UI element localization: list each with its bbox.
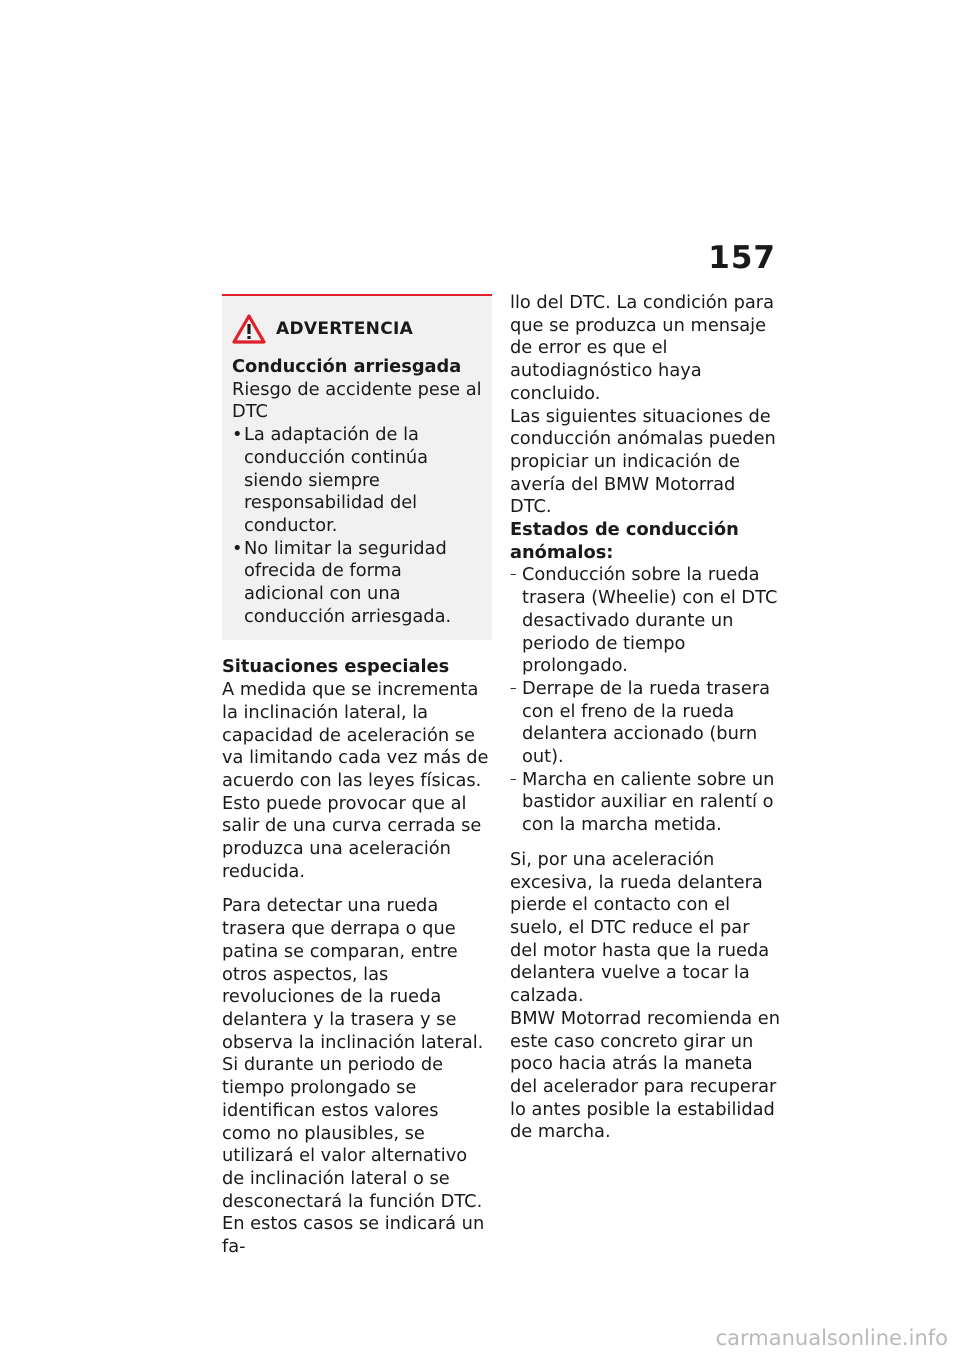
anomalous-states-list [510,564,782,836]
warning-bullet: • La adaptación de la conducción continúa siendo siempre responsabilidad del conductor. [232,424,482,538]
paragraph: Las siguientes situaciones de conducción anómalas pueden propiciar un indicación de avería del BMW Motorrad DTC. [510,405,776,518]
warning-header [232,314,482,344]
paragraph: A medida que se incrementa la inclinación lateral, la capacidad de aceleración se va limitando cada vez más de acuerdo con las leyes físicas. Esto puede provocar que al salir de una curva cerrada se produzca una aceleración reducida. [222,679,489,882]
paragraph: llo del DTC. La condición para que se produzca un mensaje de error es que el autodiagnóstico haya concluido. [510,292,774,404]
section-heading-special: Situaciones especiales [222,656,450,678]
page-number: 157 [708,240,776,276]
paragraph: BMW Motorrad recomienda en este caso concreto girar un poco hacia atrás la maneta del acelerador para recuperar lo antes posible la estabilidad de marcha. [510,1007,781,1143]
warning-subtitle: Conducción arriesgada [232,356,462,377]
section-heading-anomalous: Estados de conducción anómalos: [510,519,739,563]
list-item: – Derrape de la rueda trasera con el freno de la rueda delantera accionado (burn out). [510,678,782,769]
left-column [222,294,492,1271]
warning-box [222,294,492,640]
warning-bullet: • No limitar la seguridad ofrecida de forma adicional con una conducción arriesgada. [232,538,482,629]
warning-bullet-list [232,424,482,628]
list-item: – Marcha en caliente sobre un bastidor auxiliar en ralentí o con la marcha metida. [510,769,782,837]
warning-title: ADVERTENCIA [276,318,414,339]
paragraph: Para detectar una rueda trasera que derrapa o que patina se comparan, entre otros aspectos, las revoluciones de la rueda delantera y la trasera y se observa la inclinación lateral. Si durante un periodo de tiempo prolongado se identifican estos valores como no plausibles, se utilizará el valor alternativo de inclinación lateral o se desconectará la función DTC. En estos casos se indicará un fa- [222,895,485,1258]
right-column [510,292,782,1144]
warning-text: Riesgo de accidente pese al DTC [232,378,482,423]
list-item: – Conducción sobre la rueda trasera (Wheelie) con el DTC desactivado durante un periodo de tiempo prolongado. [510,564,782,678]
paragraph: Si, por una aceleración excesiva, la rueda delantera pierde el contacto con el suelo, el DTC reduce el par del motor hasta que la rueda delantera vuelve a tocar la calzada. [510,848,770,1007]
watermark: carmanualsonline.info [715,1326,948,1350]
warning-triangle-icon [232,314,266,344]
